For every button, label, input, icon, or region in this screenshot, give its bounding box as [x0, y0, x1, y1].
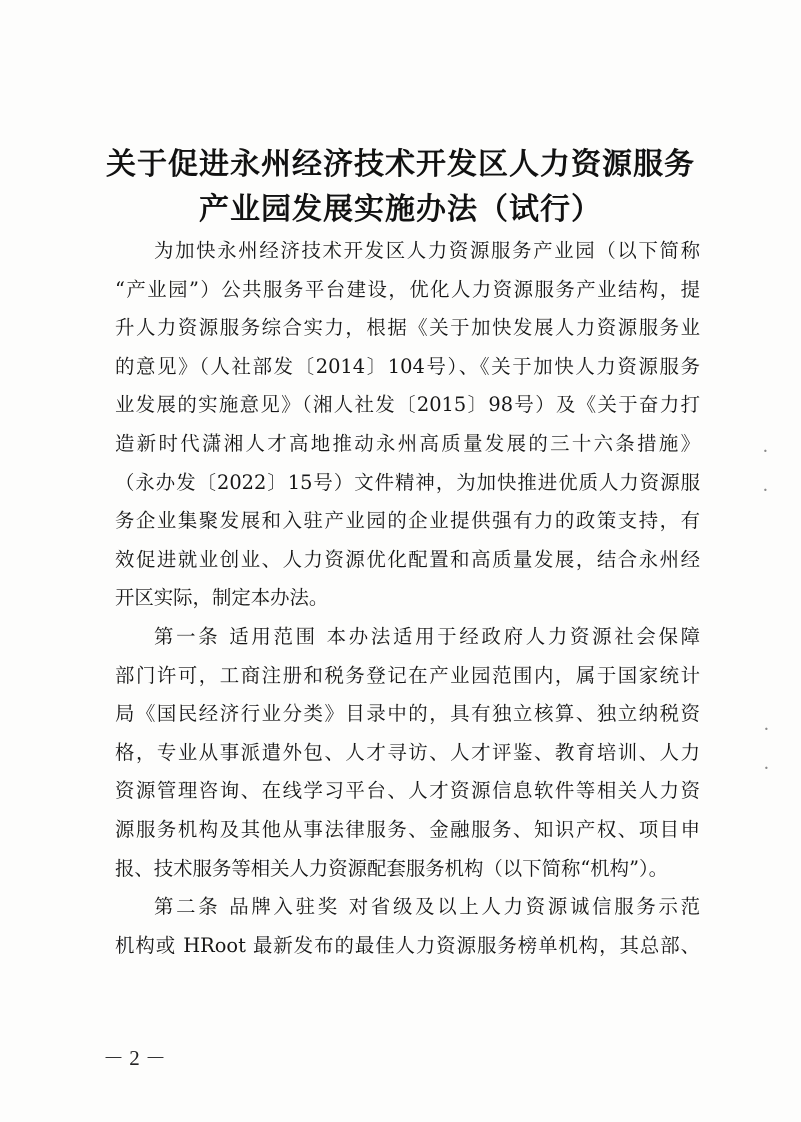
body-line: 升人力资源服务综合实力，根据《关于加快发展人力资源服务业	[115, 316, 700, 340]
body-line: 业发展的实施意见》（湘人社发〔2015〕98号）及《关于奋力打	[115, 393, 700, 417]
body-line: 部门许可，工商注册和税务登记在产业园范围内，属于国家统计	[115, 663, 700, 687]
body-line: 的意见》（人社部发〔2014〕104号）、《关于加快人力资源服务	[115, 354, 700, 378]
document-title-line2: 产业园发展实施办法（试行）	[199, 192, 602, 227]
body-line: 报、技术服务等相关人力资源配套服务机构（以下简称“机构”）。	[115, 856, 669, 880]
body-line: （永办发〔2022〕15号）文件精神，为加快推进优质人力资源服	[115, 470, 700, 494]
body-line: 资源管理咨询、在线学习平台、人才资源信息软件等相关人力资	[115, 779, 700, 803]
body-line: 效促进就业创业、人力资源优化配置和高质量发展，结合永州经	[115, 547, 700, 571]
article-1-line: 第一条 适用范围 本办法适用于经政府人力资源社会保障	[154, 624, 700, 648]
body-line: 务企业集聚发展和入驻产业园的企业提供强有力的政策支持，有	[115, 509, 700, 533]
body-line: 源服务机构及其他从事法律服务、金融服务、知识产权、项目申	[115, 817, 700, 841]
body-line: “产业园”）公共服务平台建设，优化人力资源服务产业结构，提	[115, 277, 700, 301]
article-2-line: 第二条 品牌入驻奖 对省级及以上人力资源诚信服务示范	[154, 895, 700, 919]
scan-speck: •	[763, 447, 768, 456]
body-line: 局《国民经济行业分类》目录中的，具有独立核算、独立纳税资	[115, 702, 700, 726]
body-line: 造新时代潇湘人才高地推动永州高质量发展的三十六条措施》	[115, 431, 700, 455]
scan-speck: •	[763, 486, 768, 495]
document-title-line1: 关于促进永州经济技术开发区人力资源服务	[106, 147, 695, 182]
body-line: 格，专业从事派遣外包、人才寻访、人才评鉴、教育培训、人力	[115, 740, 700, 764]
scan-speck: •	[764, 725, 769, 734]
scan-speck: •	[764, 764, 769, 773]
body-line: 为加快永州经济技术开发区人力资源服务产业园（以下简称	[154, 239, 700, 262]
document-body	[115, 232, 700, 965]
page-number: － 2 －	[103, 1046, 166, 1070]
body-line: 开区实际，制定本办法。	[115, 586, 329, 610]
body-line: 机构或 HRoot 最新发布的最佳人力资源服务榜单机构，其总部、	[115, 933, 700, 957]
